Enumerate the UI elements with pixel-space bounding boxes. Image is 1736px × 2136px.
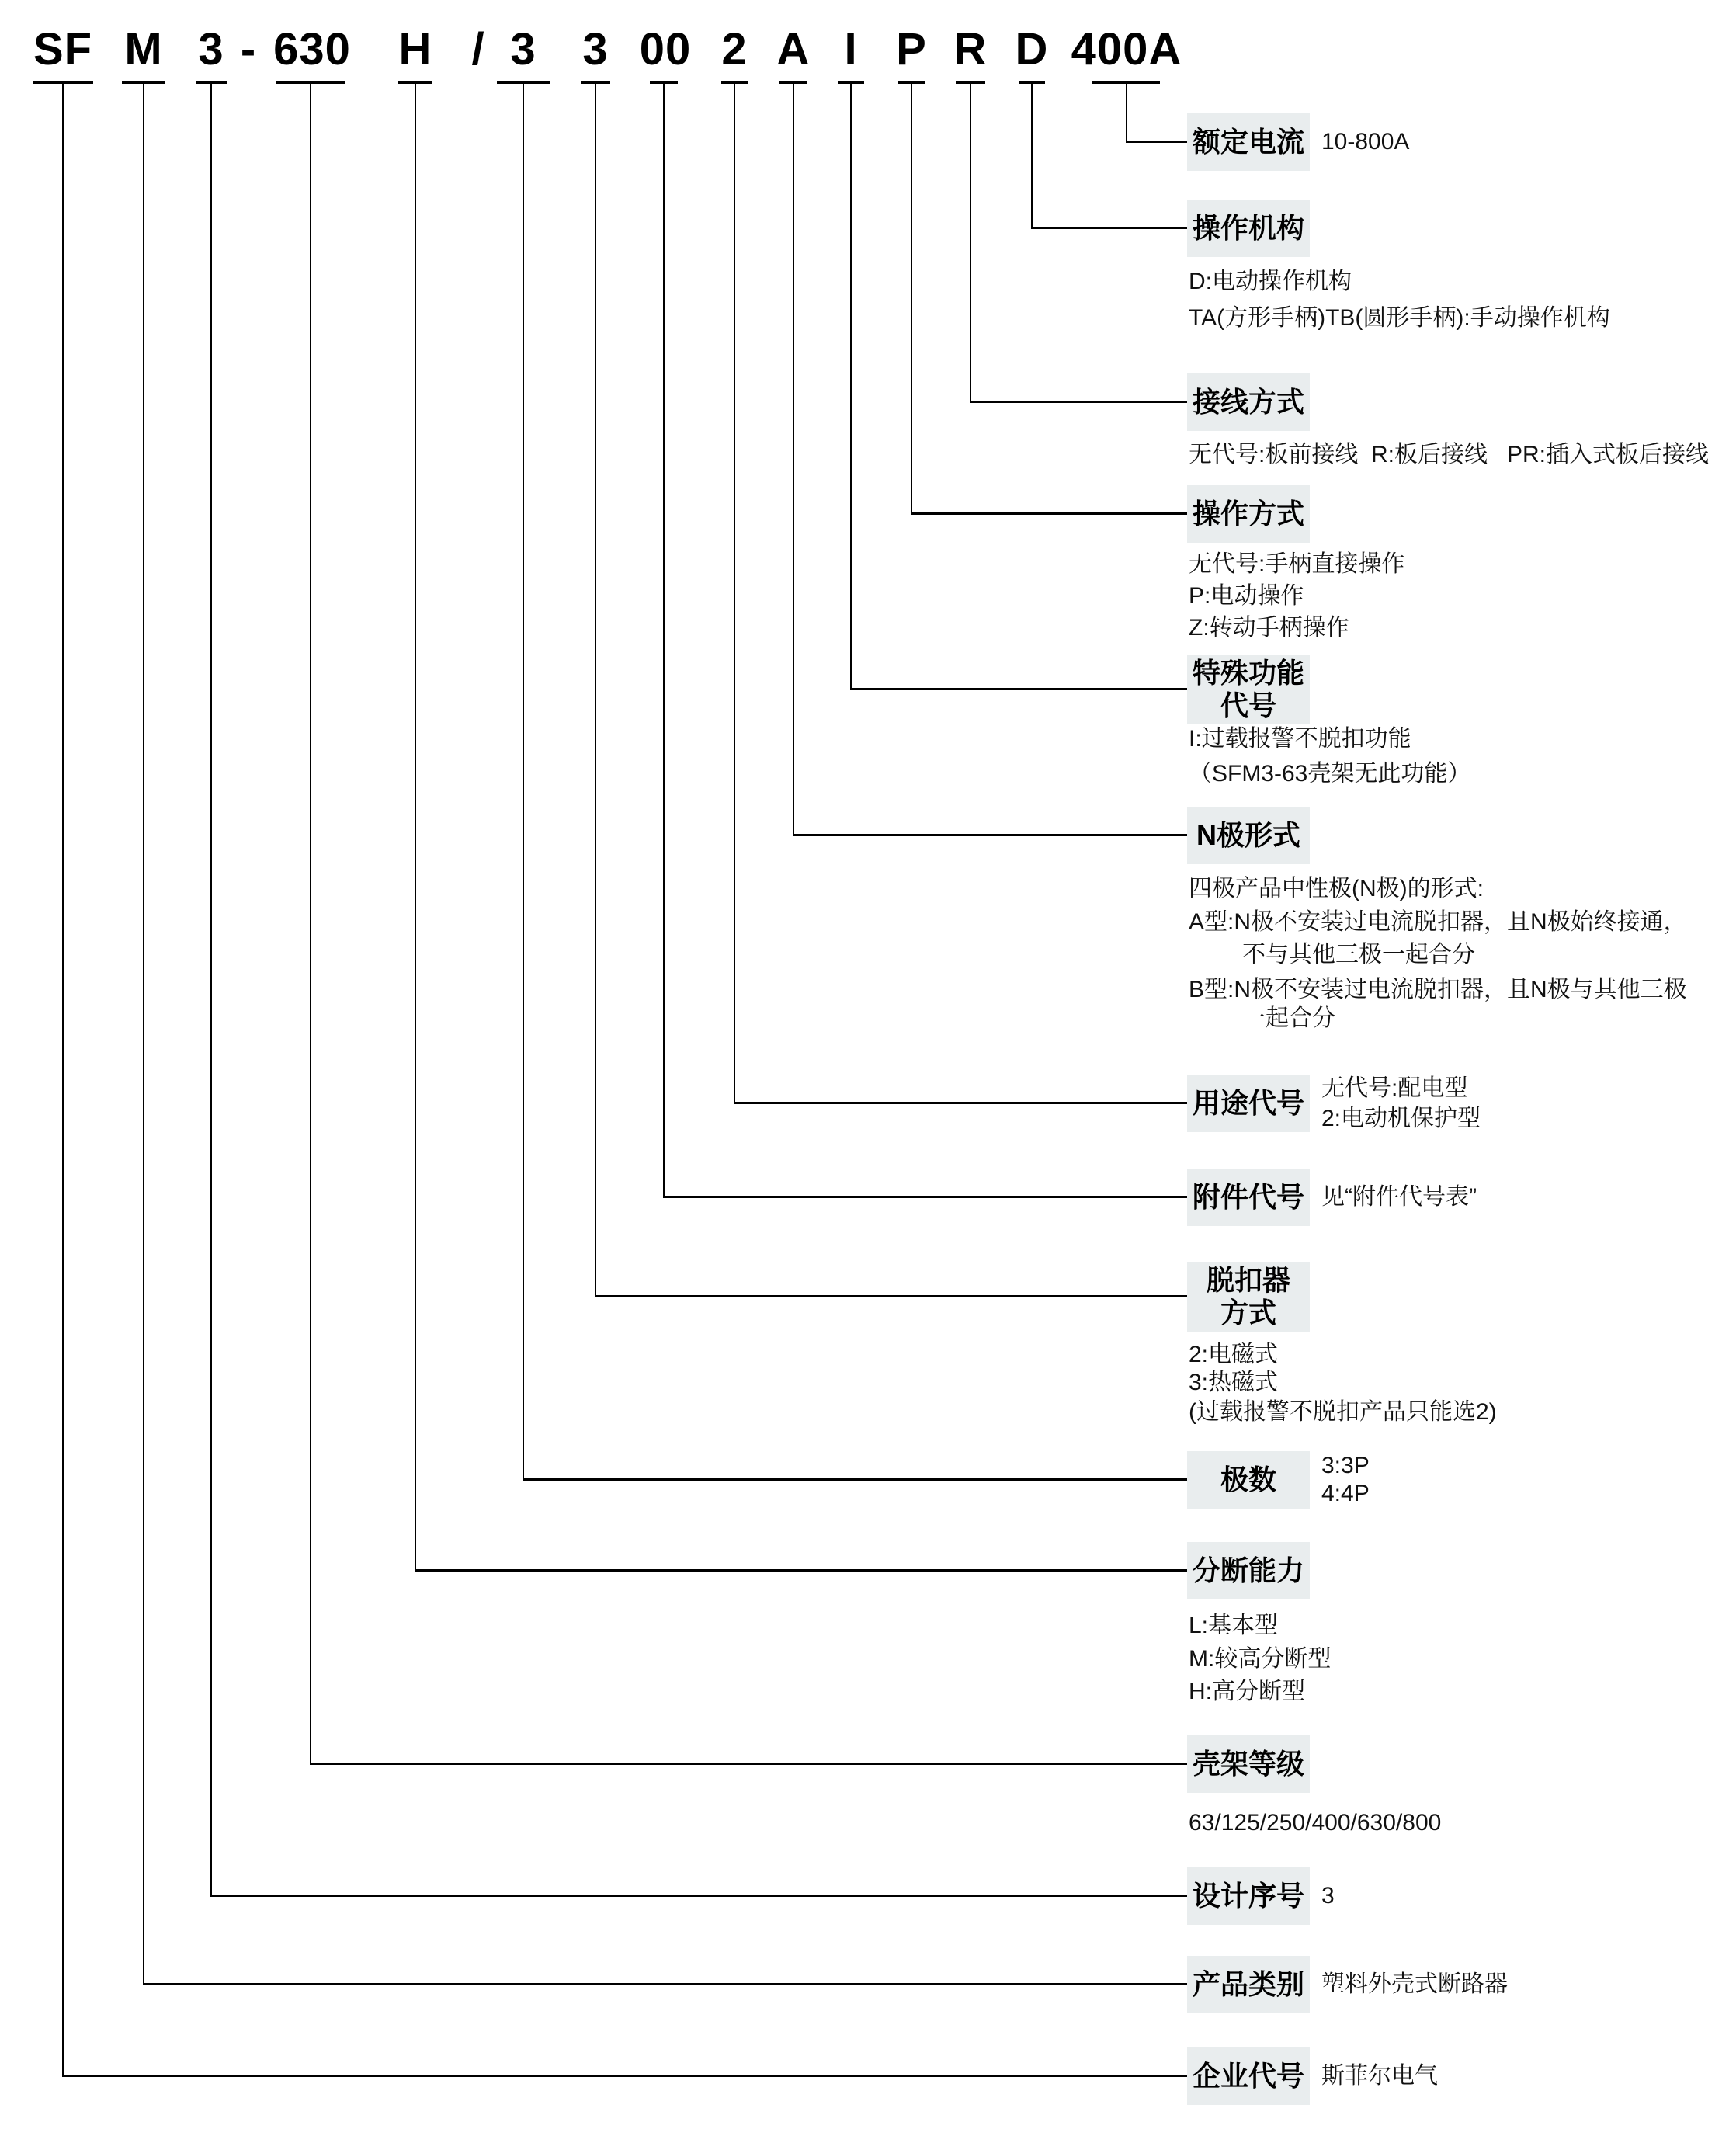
label-text-design-series-0: 设计序号: [1192, 1880, 1304, 1912]
detail-note-operating-mechanism-1: TA(方形手柄)TB(圆形手柄):手动操作机构: [1189, 305, 1610, 331]
label-text-special-function-code-0: 特殊功能: [1192, 657, 1304, 689]
label-text-rated-current-0: 额定电流: [1192, 126, 1304, 158]
detail-note-trip-unit-type-1: 3:热磁式: [1189, 1370, 1279, 1395]
label-box-operation-method: [1187, 485, 1310, 543]
label-box-design-series: [1187, 1867, 1310, 1925]
detail-note-special-function-code-1: （SFM3-63壳架无此功能）: [1189, 761, 1471, 787]
connector-horizontal-trip-unit-type: [595, 1295, 1188, 1297]
model-code-part-9: 00: [639, 24, 692, 75]
detail-note-n-pole-form-0: 四极产品中性极(N极)的形式:: [1189, 876, 1484, 901]
connector-vertical-product-category: [143, 84, 144, 1985]
detail-note-operating-mechanism-0: D:电动操作机构: [1189, 269, 1352, 294]
detail-note-n-pole-form-4: 一起合分: [1242, 1005, 1335, 1031]
connector-horizontal-product-category: [143, 1983, 1188, 1985]
model-code-part-0: SF: [33, 24, 93, 75]
label-box-trip-unit-type: [1187, 1262, 1310, 1332]
label-box-product-category: [1187, 1956, 1310, 2013]
connector-horizontal-company-code: [62, 2075, 1188, 2077]
label-text-trip-unit-type-0: 脱扣器: [1206, 1264, 1290, 1296]
connector-vertical-application-code: [734, 84, 735, 1104]
detail-note-wiring-method-0: 无代号:板前接线 R:板后接线 PR:插入式板后接线: [1189, 442, 1710, 467]
connector-horizontal-rated-current: [1126, 141, 1188, 143]
connector-vertical-trip-unit-type: [595, 84, 596, 1297]
model-code-part-13: P: [896, 24, 927, 75]
label-text-special-function-code-1: 代号: [1220, 689, 1276, 721]
side-note-application-code-0: 无代号:配电型: [1321, 1075, 1468, 1101]
side-note-accessory-code-0: 见“附件代号表”: [1321, 1184, 1477, 1210]
model-code-part-1: M: [124, 24, 163, 75]
connector-horizontal-n-pole-form: [793, 834, 1188, 836]
model-code-part-7: 3: [510, 24, 536, 75]
side-note-pole-number-0: 3:3P: [1321, 1453, 1370, 1478]
detail-note-n-pole-form-1: A型:N极不安装过电流脱扣器，且N极始终接通，: [1189, 909, 1687, 935]
label-text-trip-unit-type-1: 方式: [1220, 1297, 1276, 1328]
label-text-accessory-code-0: 附件代号: [1192, 1181, 1304, 1213]
model-code-part-15: D: [1015, 24, 1049, 75]
label-text-operation-method-0: 操作方式: [1192, 498, 1304, 530]
detail-note-breaking-capacity-1: M:较高分断型: [1189, 1646, 1332, 1672]
label-box-operating-mechanism: [1187, 200, 1310, 257]
side-note-application-code-1: 2:电动机保护型: [1321, 1106, 1481, 1131]
connector-horizontal-pole-number: [523, 1478, 1188, 1481]
connector-vertical-pole-number: [523, 84, 524, 1481]
connector-vertical-wiring-method: [970, 84, 971, 403]
connector-horizontal-wiring-method: [970, 401, 1188, 403]
detail-note-trip-unit-type-2: (过载报警不脱扣产品只能选2): [1189, 1399, 1497, 1425]
connector-horizontal-application-code: [734, 1102, 1188, 1104]
connector-vertical-frame-level: [310, 84, 311, 1765]
connector-horizontal-special-function-code: [850, 688, 1188, 690]
detail-note-n-pole-form-2: 不与其他三极一起合分: [1242, 942, 1475, 967]
label-box-special-function-code: [1187, 655, 1310, 724]
connector-vertical-rated-current: [1126, 84, 1127, 143]
detail-note-operation-method-2: Z:转动手柄操作: [1189, 615, 1349, 641]
connector-vertical-n-pole-form: [793, 84, 794, 836]
connector-vertical-special-function-code: [850, 84, 852, 690]
connector-vertical-operation-method: [911, 84, 912, 515]
label-box-pole-number: [1187, 1451, 1310, 1509]
model-code-part-6: /: [471, 24, 485, 75]
model-code-part-11: A: [776, 24, 811, 75]
label-text-product-category-0: 产品类别: [1192, 1968, 1304, 2000]
connector-vertical-operating-mechanism: [1031, 84, 1033, 229]
connector-horizontal-breaking-capacity: [415, 1569, 1188, 1572]
model-code-part-4: 630: [273, 24, 351, 75]
connector-vertical-accessory-code: [663, 84, 665, 1198]
detail-note-breaking-capacity-0: L:基本型: [1189, 1613, 1279, 1638]
label-text-frame-level-0: 壳架等级: [1192, 1748, 1304, 1780]
label-text-operating-mechanism-0: 操作机构: [1192, 212, 1304, 244]
model-code-part-8: 3: [582, 24, 609, 75]
label-text-application-code-0: 用途代号: [1192, 1087, 1304, 1119]
side-note-company-code-0: 斯菲尔电气: [1321, 2063, 1438, 2089]
label-box-n-pole-form: [1187, 807, 1310, 864]
detail-note-special-function-code-0: I:过载报警不脱扣功能: [1189, 726, 1411, 752]
connector-vertical-breaking-capacity: [415, 84, 416, 1572]
label-text-breaking-capacity-0: 分断能力: [1192, 1554, 1304, 1586]
connector-horizontal-operation-method: [911, 512, 1188, 515]
label-box-company-code: [1187, 2047, 1310, 2105]
label-text-n-pole-form-0: N极形式: [1196, 819, 1300, 851]
model-code-part-14: R: [953, 24, 988, 75]
connector-horizontal-design-series: [210, 1895, 1188, 1897]
connector-horizontal-accessory-code: [663, 1196, 1188, 1198]
detail-note-frame-level-0: 63/125/250/400/630/800: [1189, 1810, 1442, 1836]
detail-note-operation-method-0: 无代号:手柄直接操作: [1189, 551, 1405, 577]
label-box-breaking-capacity: [1187, 1542, 1310, 1599]
label-box-frame-level: [1187, 1735, 1310, 1793]
detail-note-trip-unit-type-0: 2:电磁式: [1189, 1342, 1279, 1367]
connector-horizontal-frame-level: [310, 1763, 1188, 1765]
label-text-company-code-0: 企业代号: [1192, 2060, 1304, 2092]
connector-vertical-company-code: [62, 84, 64, 2077]
label-box-wiring-method: [1187, 373, 1310, 431]
model-code-part-5: H: [398, 24, 432, 75]
model-code-part-16: 400A: [1071, 24, 1182, 75]
label-text-pole-number-0: 极数: [1220, 1464, 1276, 1495]
model-code-part-12: I: [844, 24, 858, 75]
side-note-rated-current-0: 10-800A: [1321, 129, 1410, 155]
model-code-part-2: 3: [198, 24, 224, 75]
label-box-rated-current: [1187, 113, 1310, 171]
detail-note-operation-method-1: P:电动操作: [1189, 583, 1304, 609]
model-code-part-10: 2: [721, 24, 748, 75]
label-box-application-code: [1187, 1075, 1310, 1132]
label-text-wiring-method-0: 接线方式: [1192, 386, 1304, 418]
connector-vertical-design-series: [210, 84, 212, 1897]
connector-horizontal-operating-mechanism: [1031, 227, 1188, 229]
detail-note-n-pole-form-3: B型:N极不安装过电流脱扣器，且N极与其他三极: [1189, 977, 1687, 1002]
model-code-part-3: -: [240, 24, 257, 75]
side-note-product-category-0: 塑料外壳式断路器: [1321, 1971, 1508, 1997]
side-note-design-series-0: 3: [1321, 1883, 1335, 1909]
side-note-pole-number-1: 4:4P: [1321, 1481, 1370, 1506]
detail-note-breaking-capacity-2: H:高分断型: [1189, 1679, 1305, 1704]
label-box-accessory-code: [1187, 1169, 1310, 1226]
